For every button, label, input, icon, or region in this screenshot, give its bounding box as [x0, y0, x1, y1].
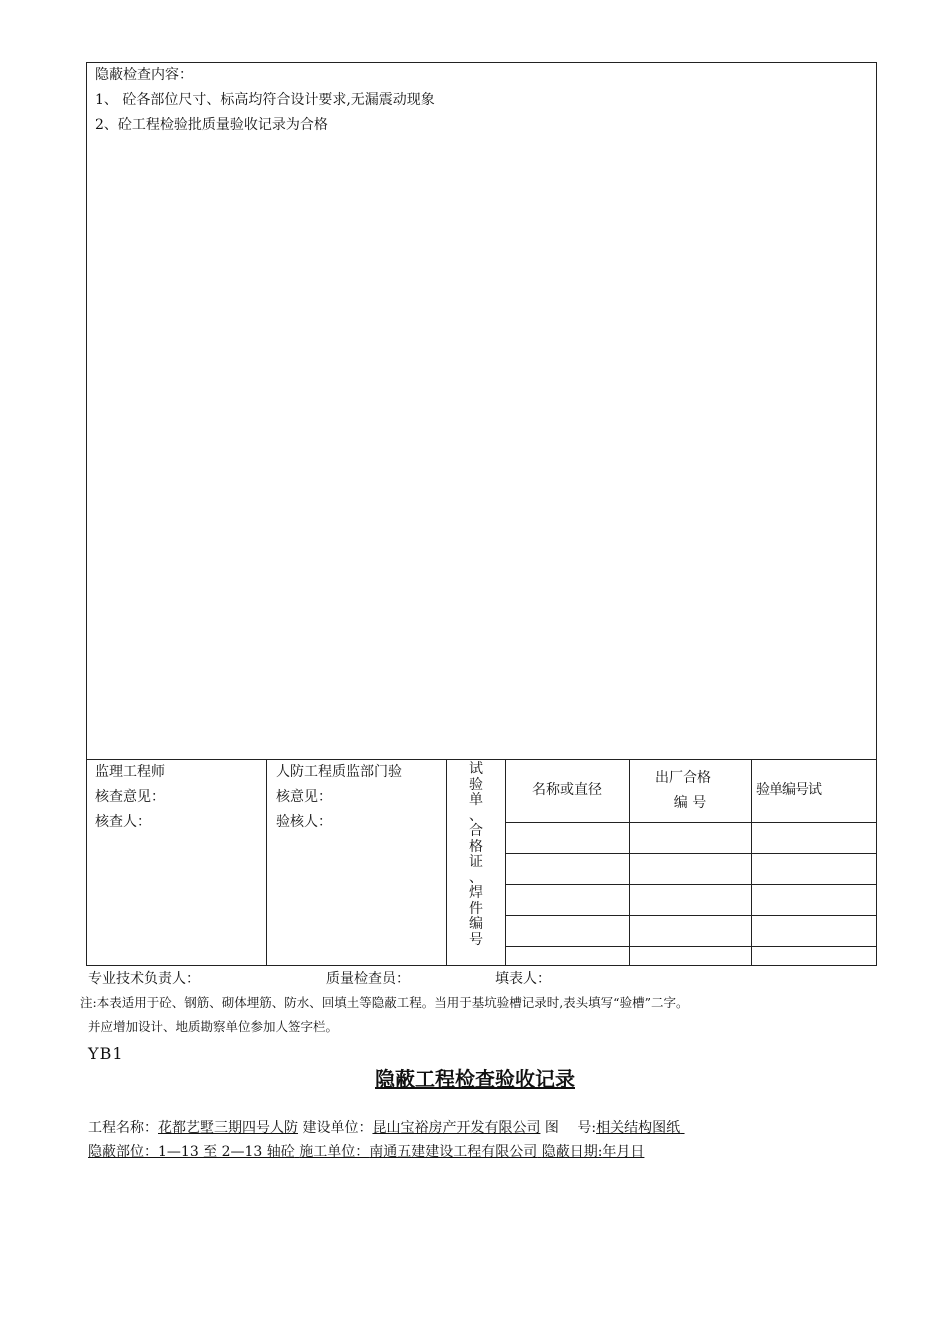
civil-defense-checker-label: 验核人： [276, 814, 332, 830]
project-info-line-2 [88, 1142, 644, 1162]
part-value: 1—13 至 2—13 轴砼 [158, 1144, 295, 1160]
supervisor-opinion-label: 核查意见： [95, 789, 165, 805]
row-line-5 [505, 946, 877, 947]
header-name-or-diameter: 名称或直径 [532, 782, 602, 798]
contractor-value: 南通五建建设工程有限公司 [369, 1144, 538, 1160]
civil-defense-title: 人防工程质监部门验 [276, 764, 402, 780]
drawing-label: 图 号: [544, 1120, 597, 1136]
note-line-2: 并应增加设计、地质勘察单位参加人签字栏。 [88, 1019, 339, 1034]
certificate-number-vertical-label: 试 验 单 、 合 格 证 、 焊 件 编 号 [469, 761, 483, 948]
drawing-value: 相关结构图纸 [596, 1120, 681, 1136]
form-code: YB1 [88, 1044, 124, 1063]
row-line-1 [505, 822, 877, 823]
quality-inspector-label: 质量检查员： [326, 971, 410, 987]
inspection-item-1: 1、 砼各部位尺寸、标高均符合设计要求,无漏震动现象 [95, 92, 435, 108]
project-name-label: 工程名称： [88, 1120, 158, 1136]
contractor-label: 施工单位： [299, 1144, 370, 1160]
inspection-item-2: 2、砼工程检验批质量验收记录为合格 [95, 117, 328, 133]
civil-defense-opinion-label: 核意见： [276, 789, 332, 805]
supervisor-title: 监理工程师 [95, 764, 165, 780]
filler-label: 填表人： [495, 971, 551, 987]
header-factory-cert-line2: 编 号 [673, 795, 707, 811]
part-label: 隐蔽部位： [88, 1144, 158, 1160]
project-name-value: 花都艺墅三期四号人防 [158, 1120, 298, 1136]
builder-value: 昆山宝裕房产开发有限公司 [372, 1120, 541, 1136]
col-divider-4 [629, 759, 630, 966]
section-divider [86, 759, 877, 760]
inspection-heading: 隐蔽检查内容： [95, 67, 193, 83]
date-label: 隐蔽日期: [541, 1144, 603, 1160]
header-test-number: 验单编号试 [756, 782, 821, 798]
supervisor-checker-label: 核查人： [95, 814, 151, 830]
note-line-1: 注:本表适用于砼、钢筋、砌体埋筋、防水、回填土等隐蔽工程。当用于基坑验槽记录时,表头填写“验槽”二字。 [80, 995, 689, 1010]
row-line-4 [505, 915, 877, 916]
page-title: 隐蔽工程检查验收记录 [375, 1067, 575, 1091]
col-divider-1 [266, 759, 267, 966]
tech-lead-label: 专业技术负责人： [88, 971, 200, 987]
date-value: 年月日 [602, 1144, 645, 1160]
builder-label: 建设单位： [302, 1120, 373, 1136]
col-divider-5 [751, 759, 752, 966]
project-info-line-1 [88, 1118, 685, 1138]
header-factory-cert-line1: 出厂合格 [655, 770, 711, 786]
row-line-2 [505, 853, 877, 854]
row-line-3 [505, 884, 877, 885]
